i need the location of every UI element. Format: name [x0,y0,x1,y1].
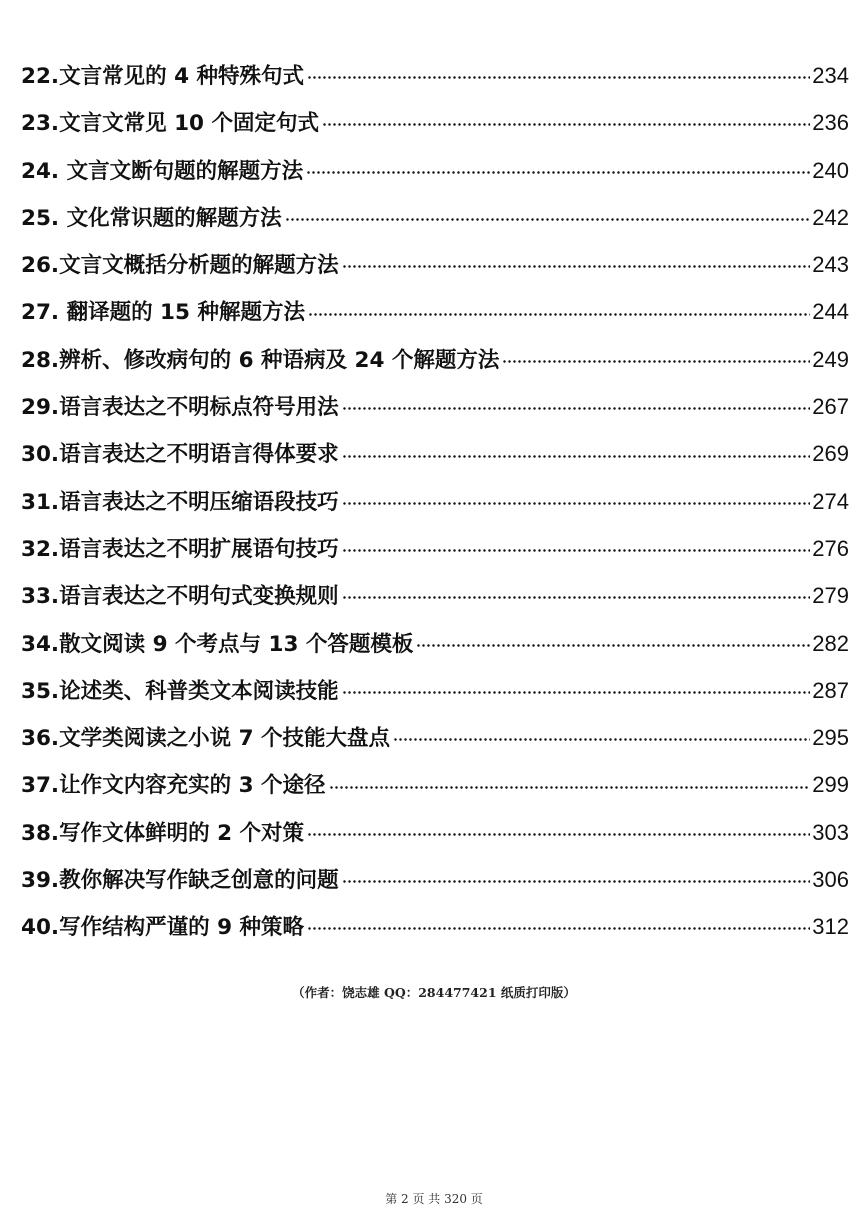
toc-entry-page: 279 [812,583,849,609]
toc-entry[interactable] [21,241,849,288]
toc-entry-title: 34.散文阅读 9 个考点与 13 个答题模板 [21,631,414,657]
toc-entry[interactable] [21,572,849,619]
toc-entry-title: 36.文学类阅读之小说 7 个技能大盘点 [21,726,391,752]
toc-entry-title: 22.文言常见的 4 种特殊句式 [21,64,305,89]
toc-entry[interactable] [21,903,849,950]
toc-entry-title: 27. 翻译题的 15 种解题方法 [21,300,305,326]
toc-entry[interactable] [21,525,849,572]
toc-entry-title: 28.辨析、修改病句的 6 种语病及 24 个解题方法 [21,347,500,373]
toc-leader-dots [342,596,811,599]
toc-leader-dots [342,455,811,458]
toc-leader-dots [342,691,811,694]
toc-leader-dots [322,123,810,126]
toc-entry-page: 249 [812,346,849,372]
toc-entry[interactable] [21,430,849,477]
toc-entry-page: 234 [812,63,849,88]
toc-entry[interactable] [21,667,849,714]
toc-leader-dots [342,549,811,552]
toc-leader-dots [393,738,810,741]
toc-entry-page: 303 [812,819,849,845]
toc-entry-title: 23.文言文常见 10 个固定句式 [21,111,319,137]
toc-entry-title: 40.写作结构严谨的 9 种策略 [21,915,305,941]
toc-leader-dots [329,786,811,789]
toc-entry-title: 29.语言表达之不明标点符号用法 [21,395,339,421]
toc-entry-title: 25. 文化常识题的解题方法 [21,205,282,231]
toc-entry-title: 37.让作文内容充实的 3 个途径 [21,773,326,799]
toc-leader-dots [502,360,810,363]
toc-entry-title: 32.语言表达之不明扩展语句技巧 [21,536,339,562]
toc-entry-page: 282 [812,630,849,656]
toc-entry-page: 242 [812,204,849,230]
table-of-contents [21,52,849,951]
toc-entry-page: 306 [812,867,849,893]
page-number-footer: 第 2 页 共 320 页 [385,1192,483,1206]
toc-entry-page: 295 [812,725,849,751]
toc-entry-page: 274 [812,488,849,514]
toc-entry-page: 243 [812,252,849,278]
toc-leader-dots [342,265,811,268]
toc-entry-page: 240 [812,157,849,183]
toc-leader-dots [342,407,811,410]
toc-entry[interactable] [21,809,849,856]
toc-leader-dots [416,644,810,647]
toc-leader-dots [307,927,810,930]
author-note: （作者：饶志雄 QQ：284477421 纸质打印版） [292,985,576,1000]
toc-entry-page: 269 [812,441,849,467]
toc-entry-title: 24. 文言文断句题的解题方法 [21,158,304,184]
toc-entry-title: 30.语言表达之不明语言得体要求 [21,442,339,468]
toc-entry-page: 236 [812,110,849,136]
toc-entry-page: 267 [812,394,849,420]
toc-entry-page: 299 [812,772,849,798]
toc-entry-title: 35.论述类、科普类文本阅读技能 [21,678,339,704]
toc-leader-dots [342,502,811,505]
toc-leader-dots [307,76,810,79]
toc-entry[interactable] [21,52,849,99]
toc-entry-page: 287 [812,677,849,703]
toc-leader-dots [342,880,811,883]
toc-entry-page: 312 [812,914,849,940]
toc-entry[interactable] [21,761,849,808]
toc-entry[interactable] [21,147,849,194]
toc-entry[interactable] [21,856,849,903]
toc-entry-title: 33.语言表达之不明句式变换规则 [21,584,339,610]
toc-entry[interactable] [21,336,849,383]
toc-entry[interactable] [21,288,849,335]
toc-entry[interactable] [21,99,849,146]
toc-entry[interactable] [21,714,849,761]
toc-entry-title: 38.写作文体鲜明的 2 个对策 [21,820,305,846]
toc-entry-title: 39.教你解决写作缺乏创意的问题 [21,868,339,894]
toc-leader-dots [307,833,810,836]
toc-leader-dots [308,313,810,316]
toc-entry[interactable] [21,478,849,525]
toc-entry-page: 276 [812,535,849,561]
toc-leader-dots [306,171,810,174]
toc-entry-title: 31.语言表达之不明压缩语段技巧 [21,489,339,515]
toc-entry[interactable] [21,383,849,430]
toc-entry[interactable] [21,620,849,667]
toc-leader-dots [285,218,811,221]
toc-entry-page: 244 [812,299,849,325]
toc-entry-title: 26.文言文概括分析题的解题方法 [21,253,339,279]
toc-entry[interactable] [21,194,849,241]
